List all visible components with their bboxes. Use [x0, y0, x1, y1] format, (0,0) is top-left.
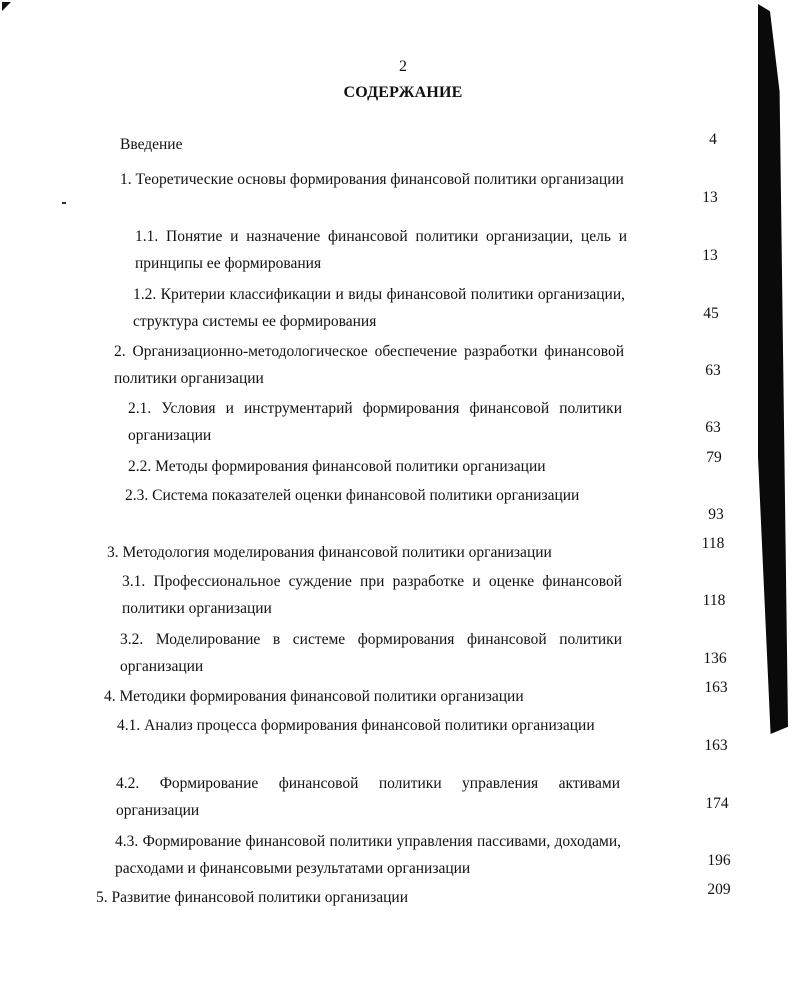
toc-entry-page: 93 — [708, 506, 724, 523]
toc-entry-title: 4. Методики формирования финансовой политики организации — [104, 688, 524, 705]
toc-entry-page: 4 — [709, 131, 717, 148]
toc-entry-title: 2.2. Методы формирования финансовой политики организации — [128, 458, 546, 475]
toc-entry-title: 3.1. Профессиональное суждение при разработке и оценке финансовой политики организации — [122, 573, 622, 617]
toc-entry-title: 4.3. Формирование финансовой политики управления пассивами, доходами, расходами и финансовыми результатами организации — [115, 833, 621, 877]
toc-entry-page: 45 — [703, 305, 719, 322]
page-number: 2 — [399, 58, 407, 75]
toc-entry-title: 5. Развитие финансовой политики организации — [96, 889, 408, 906]
toc-entry-title: Введение — [120, 136, 183, 153]
toc-entry-page: 163 — [704, 679, 728, 696]
toc-entry-title: 4.2. Формирование финансовой политики управления активами организации — [116, 775, 620, 819]
toc-entry-page: 13 — [702, 189, 718, 206]
scan-corner-mark — [2, 2, 11, 11]
toc-entry-title: 3. Методология моделирования финансовой политики организации — [107, 544, 552, 561]
scan-dark-edge — [758, 4, 788, 734]
toc-entry-page: 63 — [705, 419, 721, 436]
toc-entry-page: 118 — [701, 535, 725, 552]
toc-entry-title: 3.2. Моделирование в системе формирования финансовой политики организации — [120, 631, 622, 675]
toc-entry-page: 163 — [704, 737, 728, 754]
toc-entry-title: 1. Теоретические основы формирования финансовой политики организации — [120, 171, 624, 188]
toc-entry-title: 1.2. Критерии классификации и виды финансовой политики организации, структура системы ее формирования — [133, 286, 625, 330]
toc-entry-page: 196 — [707, 852, 731, 869]
toc-entry-page: 13 — [702, 247, 718, 264]
toc-entry-page: 174 — [705, 795, 729, 812]
toc-entry-page: 118 — [702, 592, 726, 609]
toc-entry-page: 136 — [703, 650, 727, 667]
toc-entry-page: 63 — [705, 362, 721, 379]
toc-entry-title: 2.3. Система показателей оценки финансовой политики организации — [125, 487, 580, 504]
toc-entry-page: 79 — [706, 449, 722, 466]
toc-entry-page: 209 — [707, 881, 731, 898]
toc-entry-title: 1.1. Понятие и назначение финансовой политики организации, цель и принципы ее формирования — [135, 228, 627, 272]
scan-speck — [62, 202, 66, 204]
page-title: СОДЕРЖАНИЕ — [343, 84, 463, 101]
toc-entry-title: 4.1. Анализ процесса формирования финансовой политики организации — [117, 717, 595, 734]
toc-entry-title: 2. Организационно-методологическое обеспечение разработки финансовой политики организации — [114, 343, 624, 387]
toc-entry-title: 2.1. Условия и инструментарий формирования финансовой политики организации — [128, 400, 622, 444]
